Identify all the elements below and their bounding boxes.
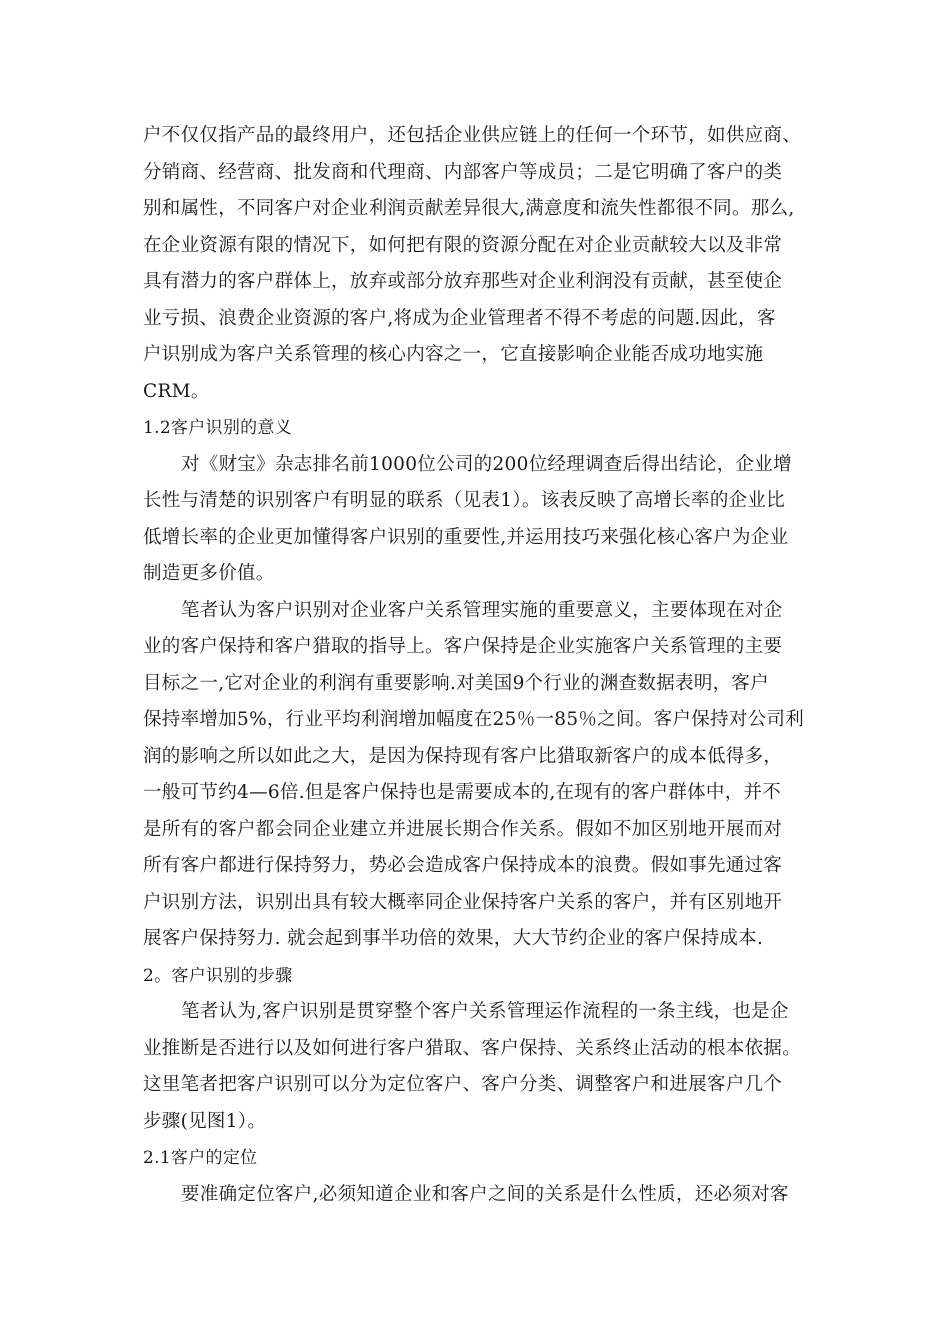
text-line: 户不仅仅指产品的最终用户，还包括企业供应链上的任何一个环节，如供应商、 bbox=[143, 125, 802, 146]
text-line: 对《财宝》杂志排名前1000位公司的200位经理调查后得出结论，企业增 bbox=[181, 453, 792, 475]
text-line: 润的影响之所以如此之大，是因为保持现有客户比猎取新客户的成本低得多， bbox=[143, 745, 783, 767]
text-line: 所有客户都进行保持努力，势必会造成客户保持成本的浪费。假如事先通过客 bbox=[143, 855, 783, 876]
text-line: 业推断是否进行以及如何进行客户猎取、客户保持、关系终止活动的根本依据。 bbox=[143, 1037, 802, 1059]
text-line: 长性与清楚的识别客户有明显的联系（见表1）。该表反映了高增长率的企业比 bbox=[143, 490, 786, 511]
text-line: 目标之一,它对企业的利润有重要影响.对美国9个行业的渊查数据表明，客户 bbox=[143, 672, 770, 694]
text-line: 是所有的客户都会同企业建立并进展长期合作关系。假如不加区别地开展而对 bbox=[143, 818, 783, 840]
text-line: 保持率增加5%，行业平均利润增加幅度在25％一85％之间。客户保持对公司利 bbox=[143, 709, 805, 730]
text-line: 户识别成为客户关系管理的核心内容之一，它直接影响企业能否成功地实施 bbox=[143, 344, 764, 365]
text-line: 别和属性，不同客户对企业利润贡献差异很大,满意度和流失性都很不同。那么, bbox=[143, 198, 795, 219]
text-line: 低增长率的企业更加懂得客户识别的重要性,并运用技巧来强化核心客户为企业 bbox=[143, 526, 789, 548]
text-line: 要准确定位客户,必须知道企业和客户之间的关系是什么性质，还必须对客 bbox=[181, 1183, 789, 1205]
text-line: 笔者认为,客户识别是贯穿整个客户关系管理运作流程的一条主线，也是企 bbox=[181, 1001, 789, 1022]
text-line: 步骤(见图1）。 bbox=[143, 1110, 267, 1132]
text-line: 一般可节约4—6倍.但是客户保持也是需要成本的,在现有的客户群体中，并不 bbox=[143, 782, 782, 803]
section-heading: 1.2客户识别的意义 bbox=[143, 418, 293, 438]
text-line: 户识别方法，识别出具有较大概率同企业保持客户关系的客户，并有区别地开 bbox=[143, 891, 783, 913]
text-line: 具有潜力的客户群体上，放弃或部分放弃那些对企业利润没有贡献，甚至使企 bbox=[143, 271, 783, 292]
text-line: 这里笔者把客户识别可以分为定位客户、客户分类、调整客户和进展客户几个 bbox=[143, 1074, 783, 1095]
text-line: 在企业资源有限的情况下，如何把有限的资源分配在对企业贡献较大以及非常 bbox=[143, 234, 783, 256]
text-line: 制造更多价值。 bbox=[143, 563, 275, 584]
text-line: CRM。 bbox=[143, 380, 210, 402]
text-line: 业的客户保持和客户猎取的指导上。客户保持是企业实施客户关系管理的主要 bbox=[143, 636, 783, 657]
section-heading: 2.1客户的定位 bbox=[143, 1148, 258, 1168]
section-heading: 2。客户识别的步骤 bbox=[143, 965, 293, 986]
text-line: 分销商、经营商、批发商和代理商、内部客户等成员；二是它明确了客户的类 bbox=[143, 161, 783, 183]
document-body bbox=[143, 118, 815, 1213]
text-line: 展客户保持努力. 就会起到事半功倍的效果，大大节约企业的客户保持成本. bbox=[143, 928, 764, 949]
text-line: 笔者认为客户识别对企业客户关系管理实施的重要意义，主要体现在对企 bbox=[181, 599, 783, 621]
text-line: 业亏损、浪费企业资源的客户,将成为企业管理者不得不考虑的问题.因此，客 bbox=[143, 307, 776, 329]
